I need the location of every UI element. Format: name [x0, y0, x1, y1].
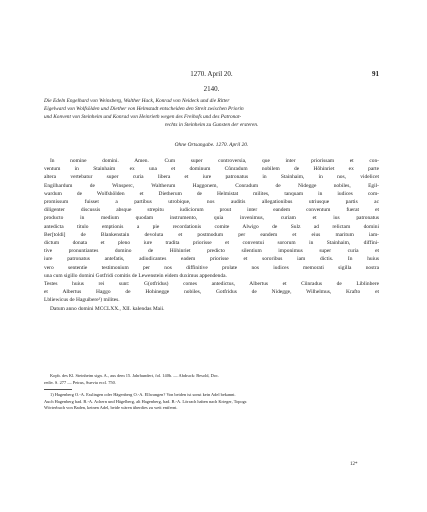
page-number: 91 — [372, 70, 379, 78]
regest-line: rechts in Steinheim zu Gunsten der ersteren. — [164, 122, 259, 128]
running-header — [44, 70, 379, 80]
body-line: Ber[toldi] de Blankenstain devoluta et postmodum per eandem et eius maritum iam- — [44, 231, 379, 238]
header-date: 1270. April 20. — [190, 70, 233, 78]
regest-summary — [44, 97, 379, 129]
body-line: diligenter discussis absque strepitu iudiciorum prout inter eandem conventum fuerat et — [44, 207, 379, 214]
source-date-line: Ohne Ortsangabe. 1270. April 20. — [174, 142, 249, 148]
body-line: dictum donata et pleno iure tradita priorisse et conventui sororum in Stainhaim, diffini- — [44, 240, 379, 247]
body-line: Testes huius rei sunt: G(otfridus) comes antedictus, Albertus et Cůnradus de Liblinbere — [44, 281, 379, 288]
body-line: wardum de Wolfshôlden et Dietherum de Helmistat milites, tanquam in iudices com- — [44, 190, 379, 197]
body-line: Lbliewicus de Haguibere¹) milites. — [44, 297, 120, 304]
footnote-line: Auch Hagenberg bad. B.-A. Achern und Hägelberg, alt Hagenberg, bad. B.-A. Lörrach haben nach Krieger, Topogr. — [44, 398, 248, 404]
body-line: una cum sigillo domini Gotfridi comitis de Lewenstein eidem duximus appendenda. — [44, 272, 227, 279]
body-line: In nomine domini. Amen. Cum super controversia, que inter priorissam et con- — [50, 158, 379, 164]
regest-line: Eigelward von Wolfsölden und Diether von Helmstadt entscheiden den Streit zwischen Priorin — [44, 106, 244, 112]
body-line: ventum in Stainhaim ex una et dominum Cůnradum nobilem de Hôhinriet ex parte — [44, 166, 379, 173]
body-line: altera vertebatur super curia libera et iure patronatus in Stainhaim, in nos, videlicet — [44, 174, 379, 181]
body-line: iure patronatus antefatis, adiudicantes eadem priorisse et sororibus iam dictis. In huius — [44, 256, 379, 263]
body-line: promissum fuisset a partibus utrobique, nos auditis allegationibus utriusque partis ac — [44, 199, 379, 206]
body-line: et Albertus Haggo de Hohinegge nobiles, Gotfridus de Nidegge, Wilhelmus, Krafto et — [44, 289, 379, 296]
document-number: 2140. — [203, 85, 220, 93]
body-line: Engilhardum de Winsperc, Waltherum Haggonem, Conradum de Nidegge nobiles, Egil- — [44, 182, 379, 189]
footnote-rule — [44, 389, 72, 390]
body-line: tive pronuntiantes domino de Hôhinriet predicto silentium imponimus super curia et — [44, 248, 379, 255]
source-note-line: rediv. S. 277 — Petrus, Suevia eccl. 750. — [44, 379, 116, 385]
note-gap — [44, 386, 379, 389]
regest-line: und Konvent von Steinheim und Konrad von Heinrieth wegen des Freihofs und des Patronat- — [44, 114, 242, 120]
body-line: vero sententie testimonium per nos diffinitive prolate nos iudices memorati sigilla nostra — [44, 264, 379, 271]
charter-text — [44, 157, 379, 313]
body-line: producto in medium quodam instrumento, quia invenimus, curiam et ius patronatus — [44, 215, 379, 222]
source-note-line: Kopb. des Kl. Steinheim sign. A., aus dem 15. Jahrhundert, fol. 140b. — Abdruck: Besold, Doc. — [50, 373, 220, 378]
regest-line: Die Edeln Engelhard von Weinsberg, Walther Hack, Konrad von Neideck und die Ritter — [44, 98, 230, 104]
footnote-line: 1) Hagenberg O.-A. Esslingen oder Hägenberg O.-A. Ellwangen? Von beiden ist sonst kein Adel bekannt. — [50, 392, 236, 398]
footnote-line: Wörterbuch von Baden, keinen Adel, beide wären überdies zu weit entfernt. — [44, 405, 178, 411]
body-line: antedicta titulo emptionis a pie recordationis comite Alwigo de Sulz ad relictam domini — [44, 223, 379, 230]
apparatus-notes — [44, 373, 379, 412]
signature-mark: 12* — [350, 462, 358, 467]
dating-line: Datum anno domini MCCLXX., XII. kalendas Maii. — [50, 305, 165, 312]
